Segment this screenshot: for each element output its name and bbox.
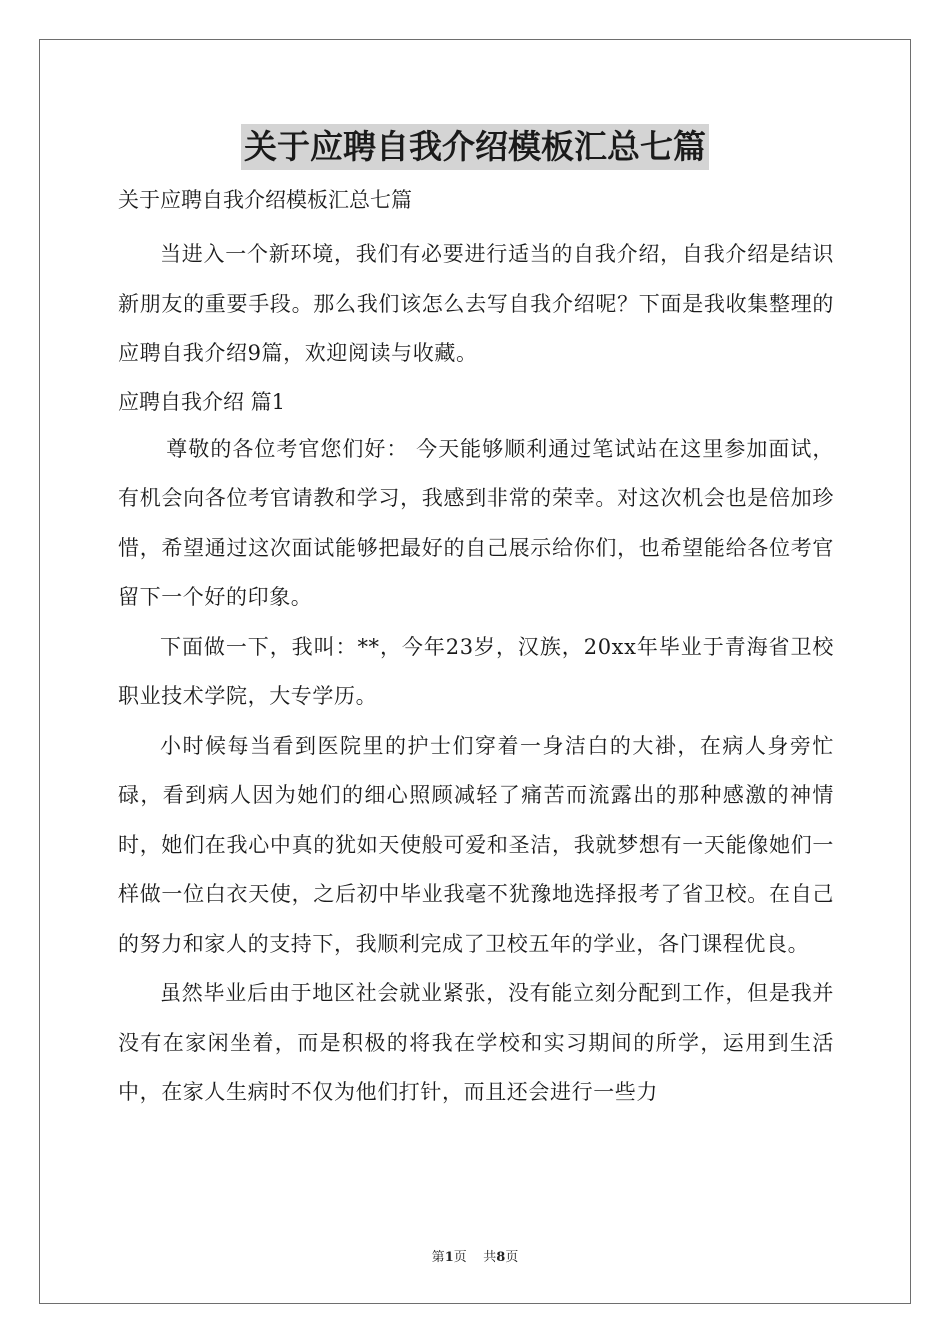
body-paragraph-2: 下面做一下，我叫：**，今年23岁，汉族，20xx年毕业于青海省卫校职业技术学院，大专学历。 [118,634,834,708]
body-paragraph-4: 虽然毕业后由于地区社会就业紧张，没有能立刻分配到工作，但是我并没有在家闲坐着，而是积极的将我在学校和实习期间的所学，运用到生活中，在家人生病时不仅为他们打针，而且还会进行一些力 [118,981,834,1104]
body-paragraph-1: 尊敬的各位考官您们好： 今天能够顺利通过笔试站在这里参加面试，有机会向各位考官请教和学习，我感到非常的荣幸。对这次机会也是倍加珍惜，希望通过这次面试能够把最好的自己展示给你们，也希望能给各位考官留下一个好的印象。 [118,436,834,609]
page-suffix: 页 [505,1250,519,1265]
document-subtitle: 关于应聘自我介绍模板汇总七篇 [118,188,412,212]
page-mid: 页 共 [453,1250,497,1265]
intro-paragraph: 当进入一个新环境，我们有必要进行适当的自我介绍，自我介绍是结识新朋友的重要手段。那么我们该怎么去写自我介绍呢？下面是我收集整理的应聘自我介绍9篇，欢迎阅读与收藏。 [118,242,834,365]
section-heading: 应聘自我介绍 篇1 [118,389,286,414]
page-current: 1 [444,1250,454,1265]
page-total: 8 [496,1250,506,1265]
document-title: 关于应聘自我介绍模板汇总七篇 [241,124,709,170]
page-footer [0,1246,950,1265]
page-prefix: 第 [431,1250,445,1265]
document-body [118,180,834,1118]
body-paragraph-3: 小时候每当看到医院里的护士们穿着一身洁白的大褂，在病人身旁忙碌，看到病人因为她们的细心照顾减轻了痛苦而流露出的那种感激的神情时，她们在我心中真的犹如天使般可爱和圣洁，我就梦想有一天能像她们一样做一位白衣天使，之后初中毕业我毫不犹豫地选择报考了省卫校。在自己的努力和家人的支持下，我顺利完成了卫校五年的学业，各门课程优良。 [118,733,834,956]
title-wrap [0,124,950,170]
